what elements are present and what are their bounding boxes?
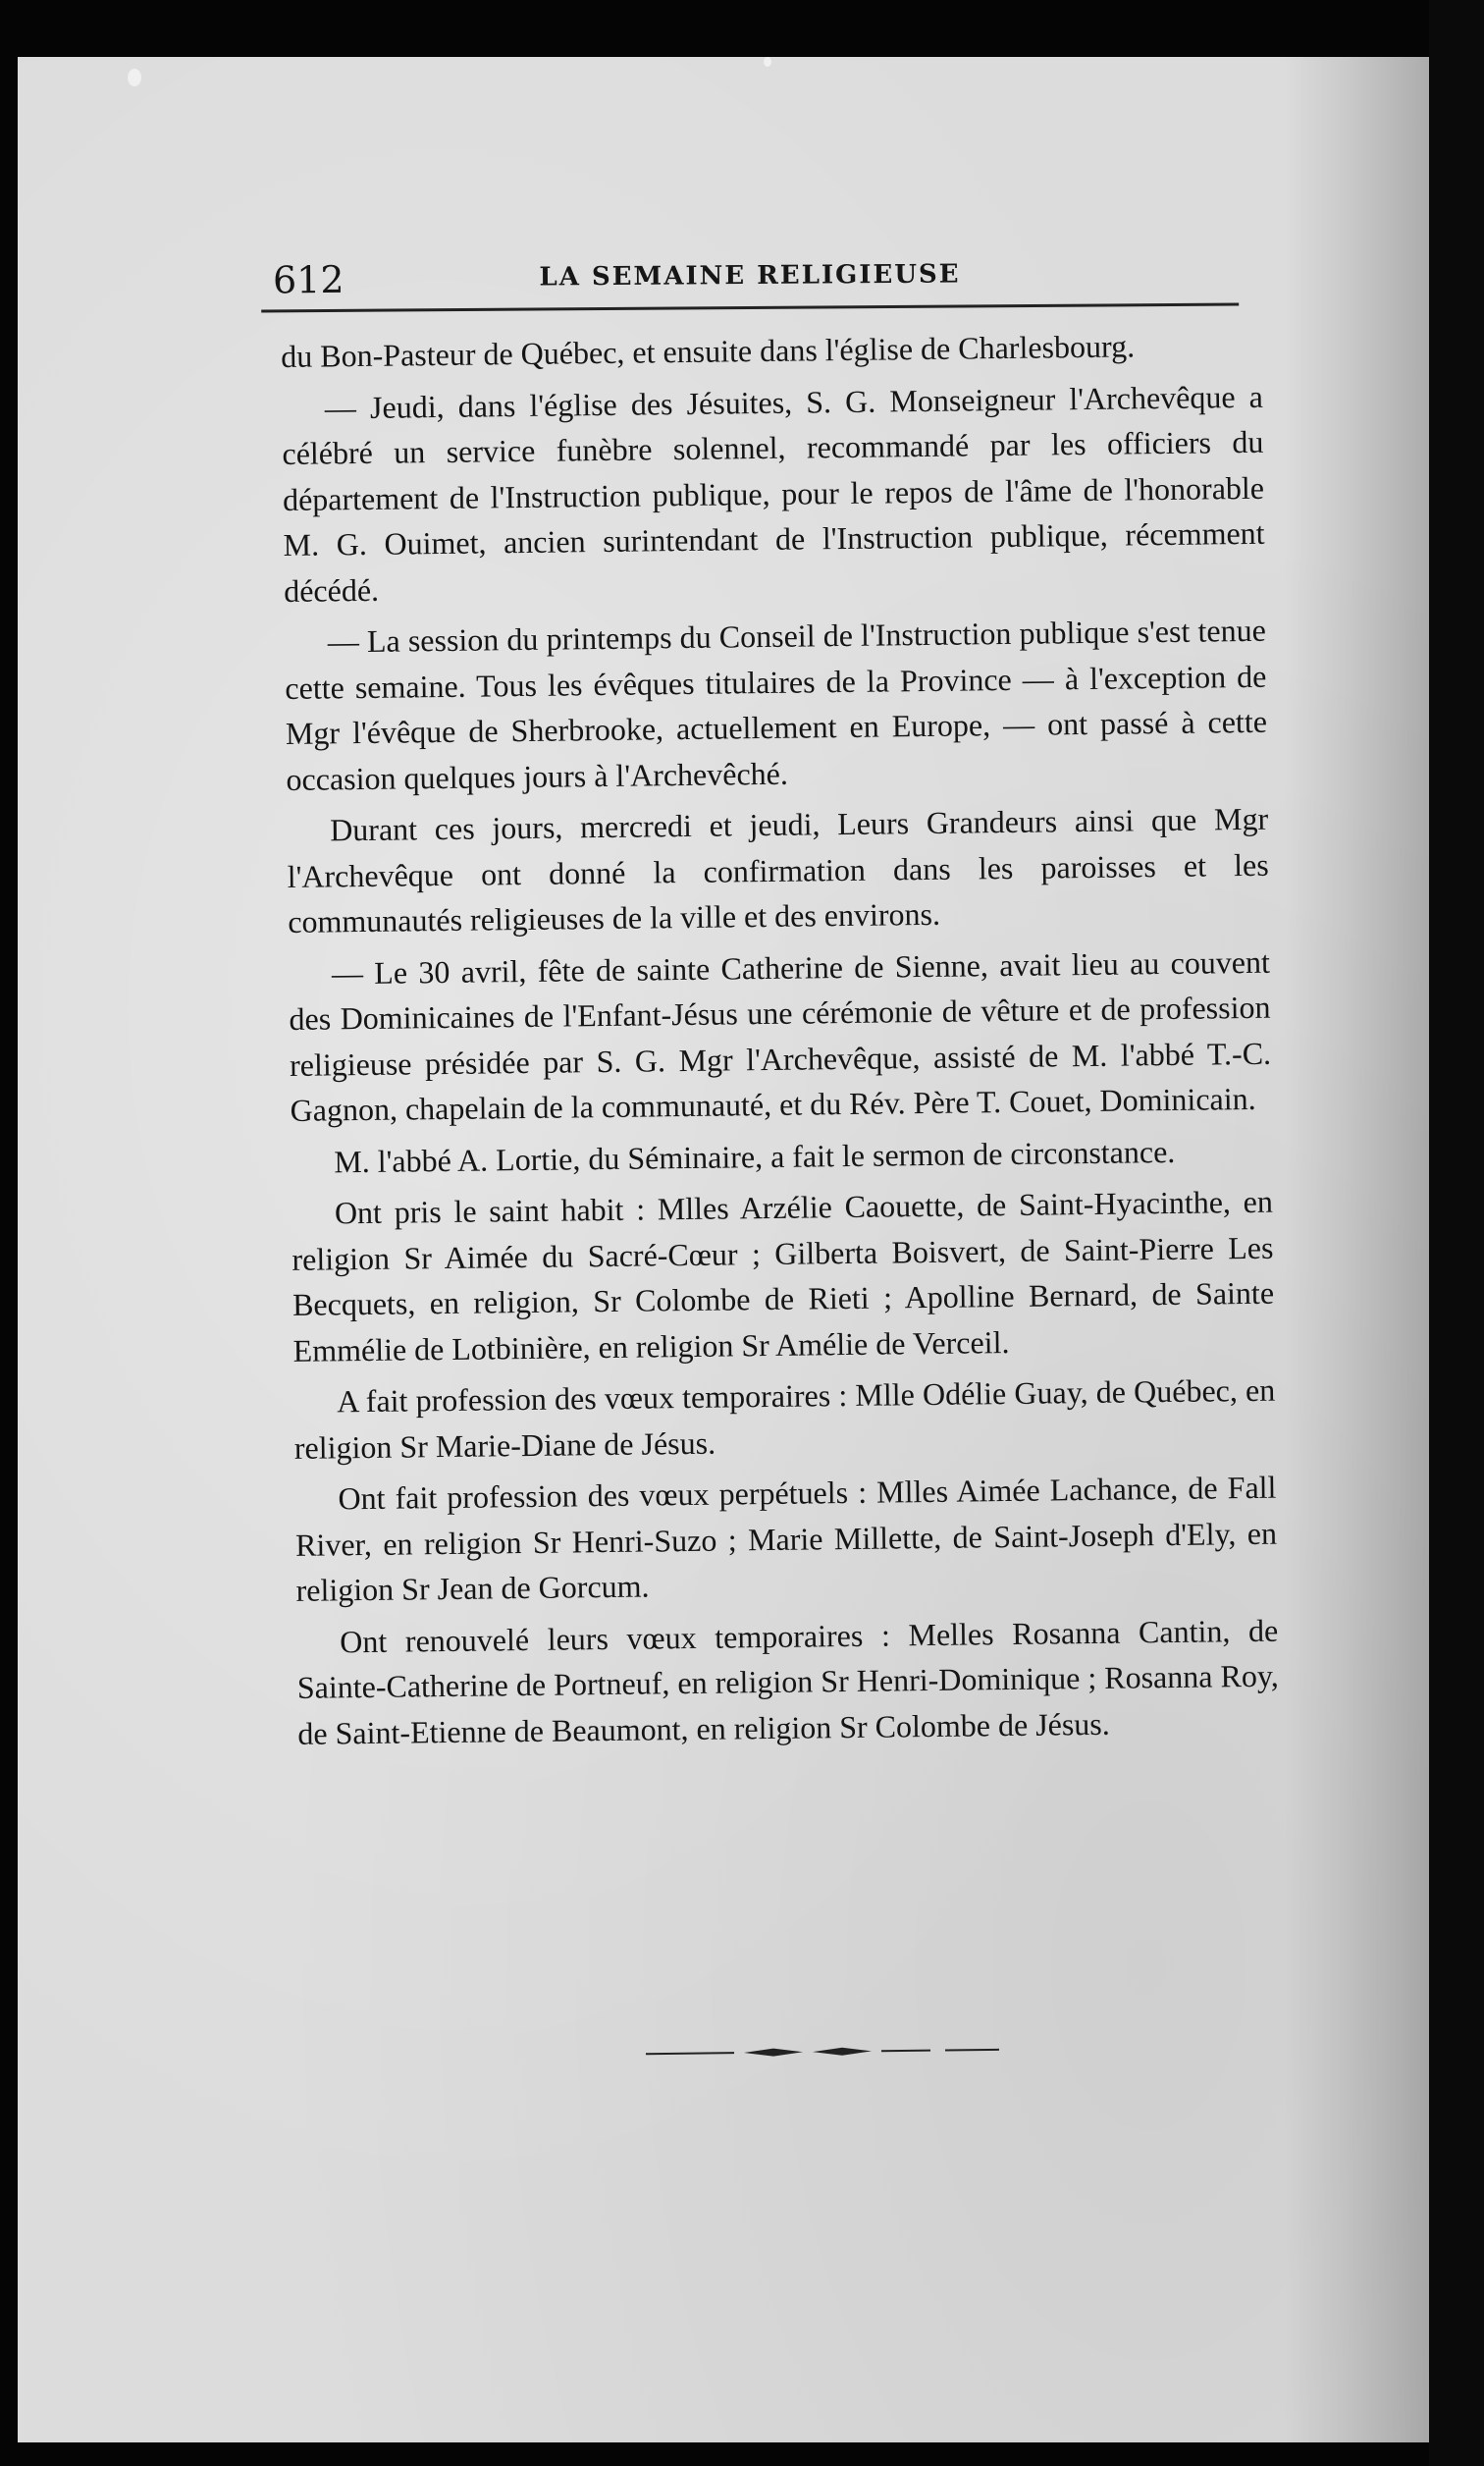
paragraph: M. l'abbé A. Lortie, du Séminaire, a fait le sermon de circonstance. [334,1133,1176,1179]
page-gutter-shadow [1284,57,1431,2442]
scan-edge [1429,0,1484,2466]
paper-fleck [764,57,771,67]
page-header [261,242,1239,313]
paragraph: Ont pris le saint habit : Mlles Arzélie Caouette, de Saint-Hyacinthe, en religion Sr Aimée du Sacré-Cœur ; Gilberta Boisvert, de Saint-Pierre Les Becquets, en religion, Sr Colombe de Rieti ; Apolline Bernard, de Sainte Emmélie de Lotbinière, en religion Sr Amélie de Verceil. [292,1183,1275,1368]
paragraph: — Le 30 avril, fête de sainte Catherine de Sienne, avait lieu au couvent des Dominicaines de l'Enfant-Jésus une cérémonie de vêture et de profession religieuse présidée par S. G. Mgr l'Archevêque, assisté de M. l'abbé T.-C. Gagnon, chapelain de la communauté, et du Rév. Père T. Couet, Dominicain. [289,943,1272,1128]
paragraph: Ont renouvelé leurs vœux temporaires : Melles Rosanna Cantin, de Sainte-Catherine de Portneuf, en religion Sr Henri-Dominique ; Rosanna Roy, de Saint-Etienne de Beaumont, en religion Sr Colombe de Jésus. [296,1612,1279,1751]
paragraph: A fait profession des vœux temporaires : Mlle Odélie Guay, de Québec, en religion Sr Marie-Diane de Jésus. [293,1371,1276,1466]
article-body [281,322,1280,1762]
running-title: LA SEMAINE RELIGIEUSE [539,259,961,293]
section-end-ornament [646,2040,999,2064]
page-number: 612 [272,257,344,302]
paragraph: — La session du printemps du Conseil de l'Instruction publique s'est tenue cette semaine. Tous les évêques titulaires de la Province — à l'exception de Mgr l'évêque de Sherbrooke, actuellement en Europe, — ont passé à cette occasion quelques jours à l'Archevêché. [285,612,1268,797]
paper-fleck [128,69,141,86]
paragraph: — Jeudi, dans l'église des Jésuites, S. G. Monseigneur l'Archevêque a célébré un service funèbre solennel, recommandé par les officiers du département de l'Instruction publique, pour le repos de l'âme de l'honorable M. G. Ouimet, ancien surintendant de l'Instruction publique, récemment décédé. [282,378,1265,609]
paragraph: Ont fait profession des vœux perpétuels : Mlles Aimée Lachance, de Fall River, en religion Sr Henri-Suzo ; Marie Millette, de Saint-Joseph d'Ely, en religion Sr Jean de Gorcum. [294,1469,1278,1608]
paragraph: Durant ces jours, mercredi et jeudi, Leurs Grandeurs ainsi que Mgr l'Archevêque ont donné la confirmation dans les paroisses et les communautés religieuses de la ville et des environs. [287,800,1269,939]
book-page [18,57,1431,2442]
paragraph: du Bon-Pasteur de Québec, et ensuite dans l'église de Charlesbourg. [281,328,1136,374]
